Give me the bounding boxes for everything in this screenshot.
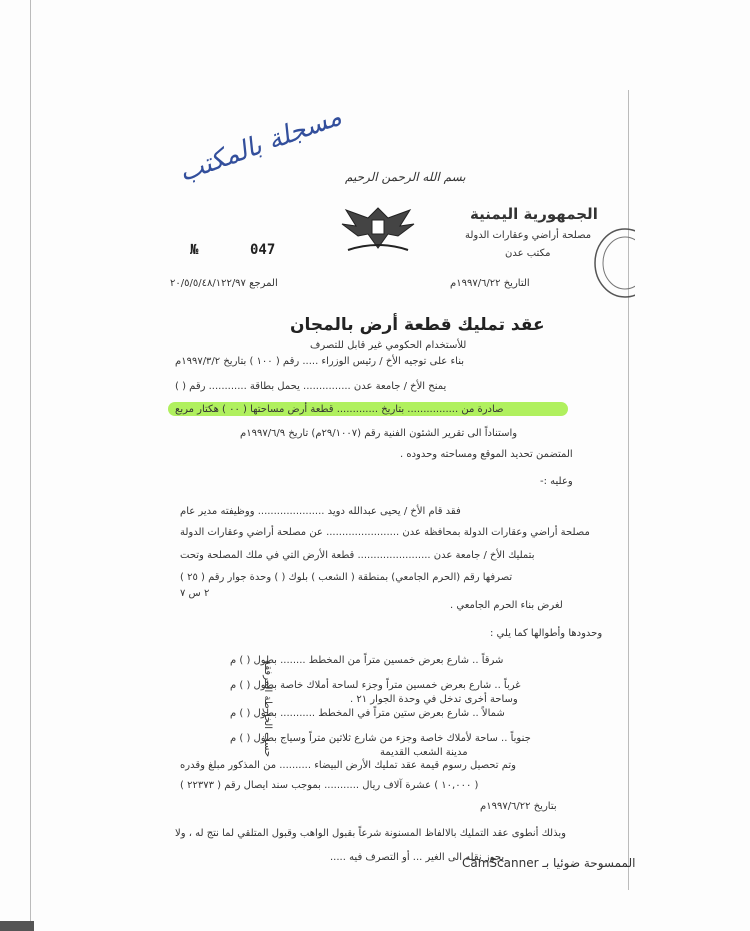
- body-line-6: وعليه :-: [540, 476, 573, 487]
- basmala: بسم الله الرحمن الرحيم: [345, 170, 466, 184]
- body-line-13: وتم تحصيل رسوم قيمة عقد تمليك الأرض البيضاء .......... من المذكور مبلغ وقدره: [180, 760, 516, 771]
- body-line-11: لغرض بناء الحرم الجامعي .: [450, 600, 563, 611]
- boundary-west-extra: وساحة أخرى تدخل في وحدة الجوار ٢١ .: [350, 694, 518, 705]
- scanner-watermark: [462, 856, 635, 870]
- contract-title: عقد تمليك قطعة أرض بالمجان: [290, 315, 545, 335]
- body-line-8: مصلحة أراضي وعقارات الدولة بمحافظة عدن ....................... عن مصلحة أراضي وعقارات الدولة: [180, 527, 590, 538]
- country-name: الجمهورية اليمنية: [470, 205, 598, 223]
- body-line-3: صادرة من ................ بتاريخ ............. قطعة أرض مساحتها ( ٠٠ ) هكتار مربع: [175, 404, 504, 415]
- scanner-prefix: الممسوحة ضوئيا بـ: [542, 856, 636, 870]
- body-line-17: يجوز نقله الى الغير ... أو التصرف فيه .....: [330, 852, 505, 863]
- reference-number: المرجع ٢٠/٥/٥/٤٨/١٢٢/٩٧: [170, 278, 278, 289]
- boundary-north: شمالاً .. شارع بعرض ستين متراً في المخطط ........... بطول ( ) م: [230, 708, 505, 719]
- body-line-5: المتضمن تحديد الموقع ومساحته وحدوده .: [400, 449, 573, 460]
- yemen-eagle-emblem: [338, 200, 418, 255]
- body-line-2: يمنح الأخ / جامعة عدن ............... يحمل بطاقة ............ رقم ( ): [175, 381, 447, 392]
- contract-subtitle: للأستخدام الحكومي غير قابل للتصرف: [310, 340, 467, 351]
- office-name: مكتب عدن: [505, 248, 551, 259]
- contract-number-label: №: [190, 242, 199, 258]
- boundary-south: جنوباً .. ساحة لأملاك خاصة وجزء من شارع ثلاثين متراً وسياج بطول ( ) م: [230, 733, 531, 744]
- handwritten-annotation: مسجلة بالمكتب: [175, 101, 346, 189]
- body-line-4: واستناداً الى تقرير الشئون الفنية رقم (٢٩/١٠٠٧م) تاريخ ١٩٩٧/٦/٩م: [240, 428, 518, 439]
- authority-name: مصلحة أراضي وعقارات الدولة: [465, 230, 592, 241]
- body-line-14: ( ١٠,٠٠٠ ) عشرة آلاف ريال ........... بموجب سند ايصال رقم ( ٢٢٣٧٣ ): [180, 780, 479, 791]
- page-corner-mark: [0, 921, 34, 931]
- body-line-10: تصرفها رقم (الحرم الجامعي) بمنطقة ( الشعب ) بلوك ( ) وحدة جوار رقم ( ٢٥ ): [180, 572, 513, 583]
- scanner-name: CamScanner: [462, 856, 539, 870]
- map-reference-side-text: حسب الخارطة المرفقة: [262, 660, 273, 758]
- official-seal-stamp: [585, 225, 635, 300]
- boundary-west: غرباً .. شارع بعرض خمسين متراً وجزء لساحة أملاك خاصة بطول ( ) م: [230, 680, 521, 691]
- body-line-7: فقد قام الأخ / يحيى عبدالله دويد ..................... ووظيفته مدير عام: [180, 506, 461, 517]
- body-line-1: بناء على توجيه الأخ / رئيس الوزراء ..... رقم ( ١٠٠ ) بتاريخ ١٩٩٧/٣/٢م: [175, 356, 464, 367]
- page-edge-right: [628, 90, 629, 890]
- page-edge-left: [30, 0, 31, 931]
- body-line-9: بتمليك الأخ / جامعة عدن ....................... قطعة الأرض التي في ملك المصلحة وتحت: [180, 550, 535, 561]
- contract-date: التاريخ ١٩٩٧/٦/٢٢م: [450, 278, 530, 289]
- body-line-10b: ٢ س ٧: [180, 588, 210, 599]
- boundary-south-extra: مدينة الشعب القديمة: [380, 747, 468, 758]
- contract-number: 047: [250, 242, 276, 258]
- body-line-15: بتاريخ ١٩٩٧/٦/٢٢م: [480, 801, 557, 812]
- boundary-east: شرقاً .. شارع بعرض خمسين متراً من المخطط ........ بطول ( ) م: [230, 655, 504, 666]
- body-line-16: وبذلك أنطوى عقد التمليك بالالفاظ المسنونة شرعاً بقبول الواهب وقبول المتلقي لما نتج له ، ولا: [175, 828, 566, 839]
- boundaries-heading: وحدودها وأطوالها كما يلي :: [490, 628, 603, 639]
